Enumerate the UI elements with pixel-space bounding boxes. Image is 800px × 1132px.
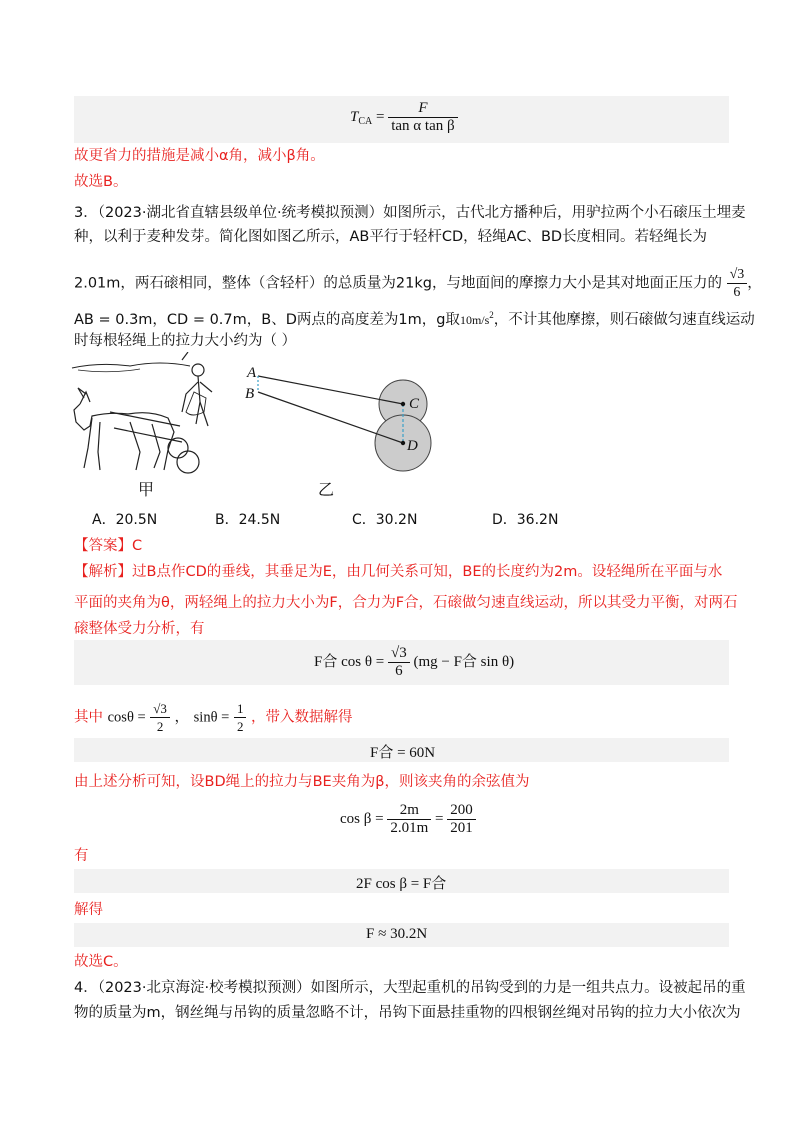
option-d: D．36.2N — [492, 512, 559, 528]
figure-yi-label: 乙 — [318, 480, 335, 499]
resultant-force-equation: F合 = 60N — [370, 745, 436, 761]
choice-text: 故选B。 — [74, 174, 128, 190]
analysis-line-3: 磙整体受力分析，有 — [74, 621, 205, 637]
cos-beta-equation: cos β = $\frac{2m}{2.01m}$ = $\frac{200}{201}$ — [340, 802, 476, 837]
figure-yi-diagram — [238, 360, 438, 490]
figure-jia-label: 甲 — [138, 480, 155, 499]
point-c-label: C — [409, 396, 420, 412]
analysis-you: 有 — [74, 848, 89, 864]
analysis-line-4: 其中 cosθ = $\frac{√3}{2}$ ， sinθ = $\frac{1}{2}$ ，带入数据解得 — [74, 701, 353, 734]
question-3-line-2: 种，以利于麦种发芽。简化图如图乙所示，AB平行于轻杆CD，轻绳AC、BD长度相同。若轻绳长为 — [74, 229, 708, 245]
answer-label: 【答案】C — [74, 538, 143, 554]
question-3-line-3: 2.01m，两石磙相同，整体（含轻杆）的总质量为21kg，与地面间的摩擦力大小是其对地面正压力的 $\frac{√3}{6}$ ， — [74, 267, 762, 300]
question-3-line-1: 3．（2023·湖北省直辖县级单位·统考模拟预测）如图所示，古代北方播种后，用驴拉两个小石磙压土埋麦 — [74, 205, 746, 221]
point-b-label: B — [245, 386, 255, 402]
option-c: C．30.2N — [352, 512, 418, 528]
sqrt3-over-6: $\frac{√3}{6}$ — [727, 266, 748, 301]
point-a-label: A — [247, 365, 257, 381]
analysis-choice: 故选C。 — [74, 954, 128, 970]
question-4-line-2: 物的质量为m，钢丝绳与吊钩的质量忽略不计，吊钩下面悬挂重物的四根钢丝绳对吊钩的拉力大小依次为 — [74, 1005, 741, 1021]
option-a: A．20.5N — [92, 512, 158, 528]
force-balance-equation: F合 cos θ = $\frac{√3}{6}$ (mg − F合 sin θ) — [314, 645, 515, 679]
option-b: B．24.5N — [215, 512, 281, 528]
question-3-line-4: AB = 0.3m，CD = 0.7m，B、D两点的高度差为1m，g取$10m/s^2$，不计其他摩擦，则石磙做匀速直线运动 — [74, 310, 755, 328]
figure-jia-donkey-sketch — [70, 352, 220, 487]
point-d-label: D — [407, 438, 418, 454]
conclusion-text: 故更省力的措施是减小α角，减小β角。 — [74, 148, 325, 164]
analysis-line-5: 由上述分析可知，设BD绳上的拉力与BE夹角为β，则该夹角的余弦值为 — [74, 774, 530, 790]
tension-ca-equation: $T_{CA}$ = $\frac{F}{\text{tan α tan β}}$ — [350, 100, 458, 135]
question-4-line-1: 4．（2023·北京海淀·校考模拟预测）如图所示，大型起重机的吊钩受到的力是一组共点力。设被起吊的重 — [74, 980, 746, 996]
analysis-line-1: 【解析】过B点作CD的垂线，其垂足为E，由几何关系可知，BE的长度约为2m。设轻绳所在平面与水 — [74, 564, 723, 580]
analysis-jiede: 解得 — [74, 902, 103, 918]
question-3-line-5: 时每根轻绳上的拉力大小约为（ ） — [74, 333, 297, 349]
final-force-equation: F ≈ 30.2N — [366, 926, 428, 942]
tension-sum-equation: 2F cos β = F合 — [356, 876, 447, 892]
analysis-line-2: 平面的夹角为θ，两轻绳上的拉力大小为F，合力为F合，石磙做匀速直线运动，所以其受力平衡，对两石 — [74, 595, 738, 611]
